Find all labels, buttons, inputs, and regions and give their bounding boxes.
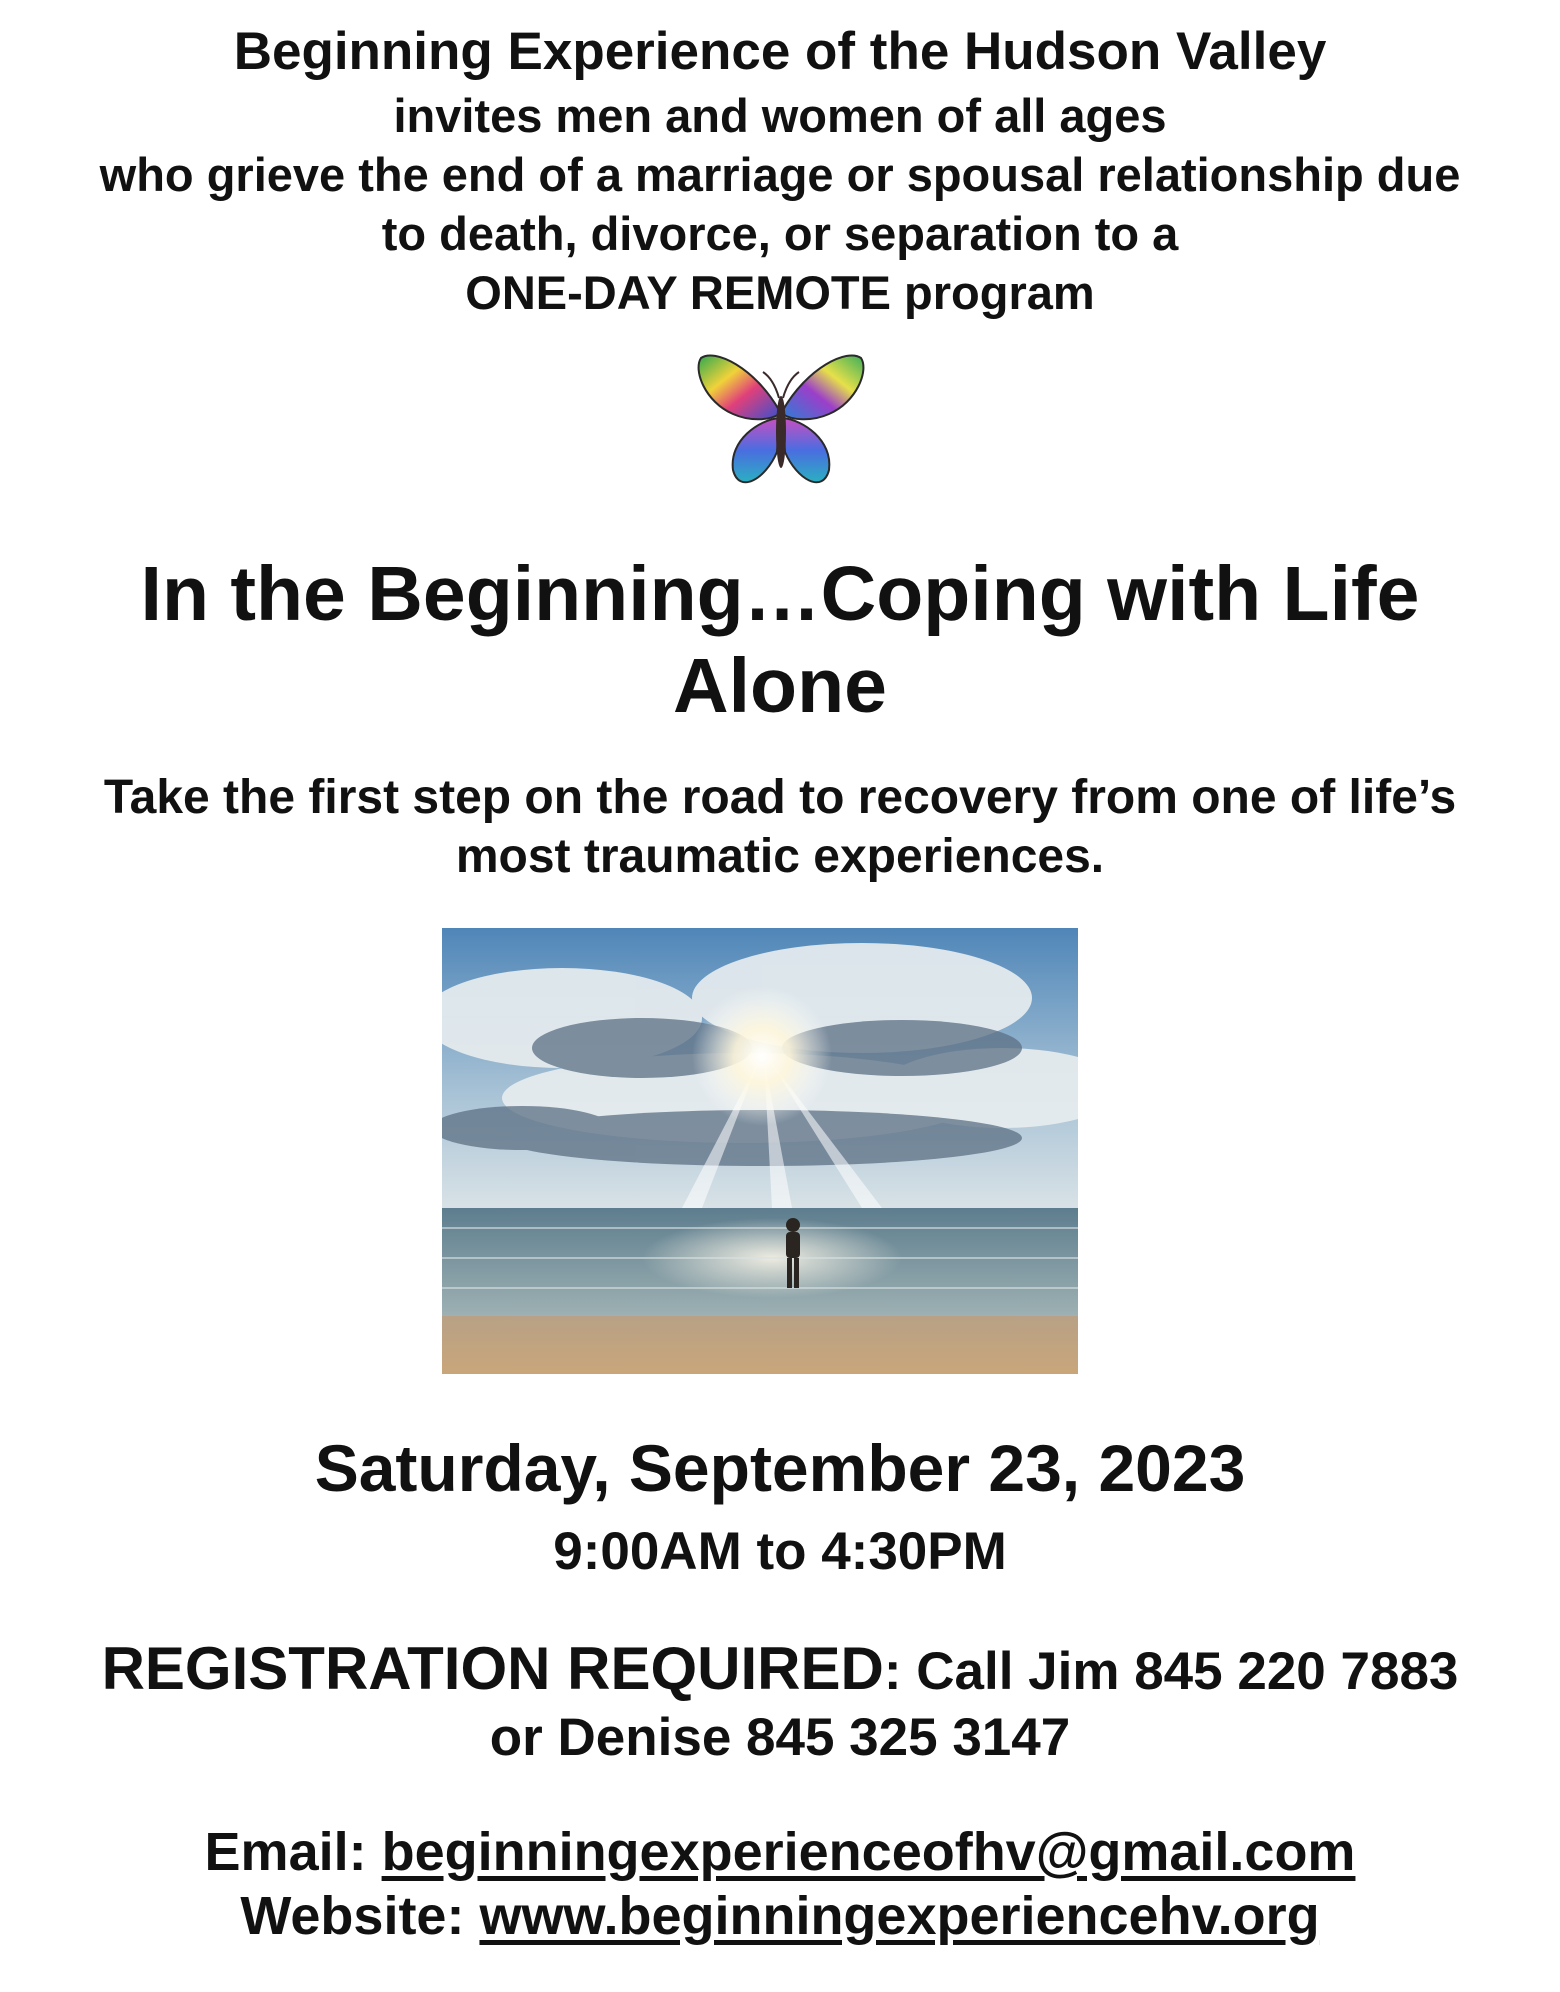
invitation-text xyxy=(0,86,1560,322)
invite-line-4: ONE-DAY REMOTE program xyxy=(465,266,1095,319)
website-line xyxy=(0,1884,1560,1948)
registration-line-1 xyxy=(0,1636,1560,1705)
organization-name: Beginning Experience of the Hudson Valley xyxy=(233,22,1327,81)
title-line-1: In the Beginning…Coping with Life xyxy=(140,551,1420,637)
registration-call-jim: : Call Jim 845 220 7883 xyxy=(883,1642,1459,1701)
contact-info xyxy=(0,1820,1560,1948)
email-line xyxy=(0,1820,1560,1884)
tagline-line-1: Take the first step on the road to recovery from one of life’s xyxy=(103,771,1457,824)
invite-line-3: to death, divorce, or separation to a xyxy=(381,207,1179,260)
butterfly-icon xyxy=(695,348,867,496)
invite-line-2: who grieve the end of a marriage or spousal relationship due xyxy=(99,148,1461,201)
website-label: Website: xyxy=(240,1886,480,1946)
registration-info xyxy=(0,1636,1560,1771)
registration-required-label: REGISTRATION REQUIRED xyxy=(101,1635,884,1702)
tagline xyxy=(0,768,1560,886)
email-label: Email: xyxy=(204,1822,382,1882)
website-link[interactable]: www.beginningexperiencehv.org xyxy=(479,1886,1320,1946)
beach-sunrise-photo xyxy=(442,928,1078,1374)
title-line-2: Alone xyxy=(673,643,887,729)
email-link[interactable]: beginningexperienceofhv@gmail.com xyxy=(381,1822,1356,1882)
event-time: 9:00AM to 4:30PM xyxy=(553,1522,1007,1581)
event-date: Saturday, September 23, 2023 xyxy=(314,1431,1246,1505)
invite-line-1: invites men and women of all ages xyxy=(393,89,1167,142)
tagline-line-2: most traumatic experiences. xyxy=(455,830,1105,883)
registration-call-denise: or Denise 845 325 3147 xyxy=(489,1708,1071,1767)
program-title xyxy=(0,548,1560,732)
